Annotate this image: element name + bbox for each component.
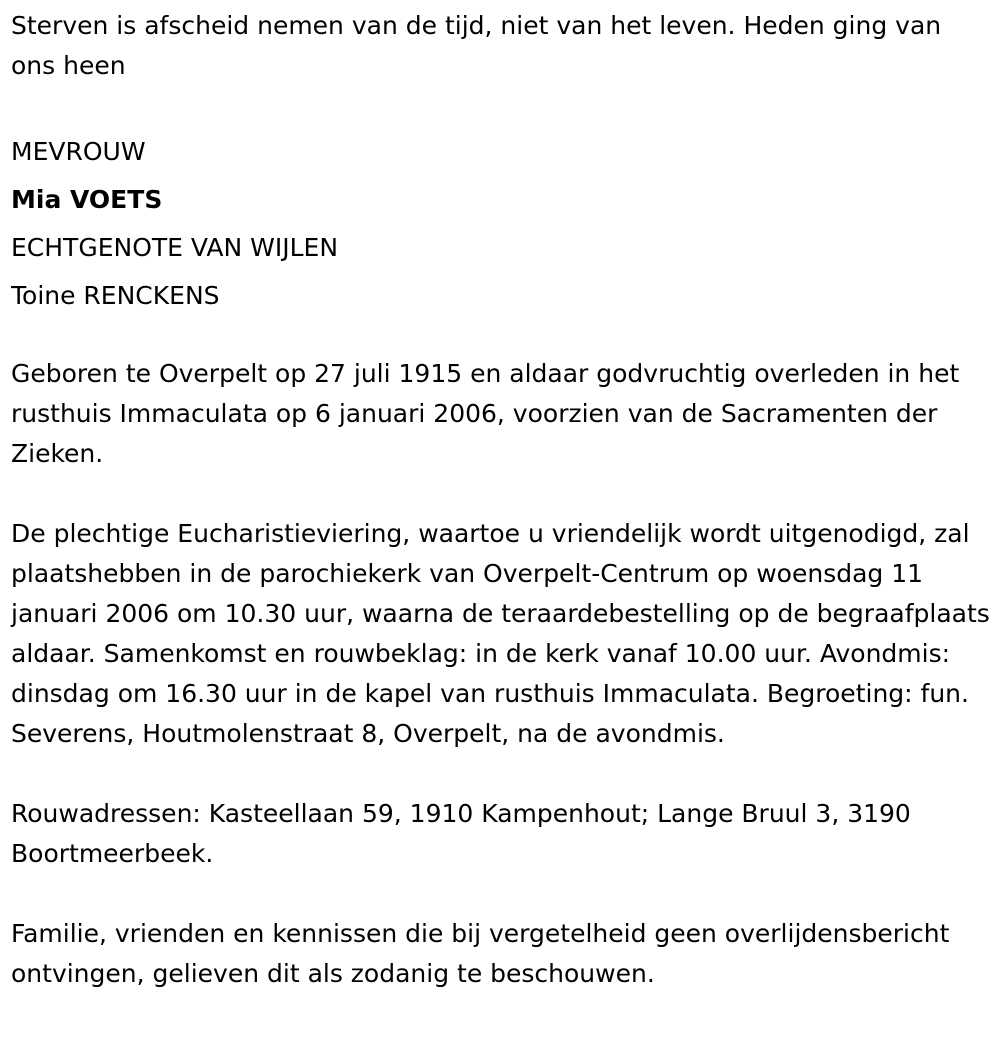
spacer — [11, 874, 992, 914]
relation-label: ECHTGENOTE VAN WIJLEN — [11, 233, 339, 262]
spacer — [11, 754, 992, 794]
birth-death-paragraph: Geboren te Overpelt op 27 juli 1915 en aldaar godvruchtig overleden in het rusthuis Immaculata op 6 januari 2006, voorzien van de Sacramenten der Zieken. — [11, 359, 960, 468]
ceremony-paragraph: De plechtige Eucharistieviering, waartoe u vriendelijk wordt uitgenodigd, zal plaatshebben in de parochiekerk van Overpelt-Centrum op woensdag 11 januari 2006 om 10.30 uur, waarna de teraardebestelling op de begraafplaats aldaar. Samenkomst en rouwbeklag: in de kerk vanaf 10.00 uur. Avondmis: dinsdag om 16.30 uur in de kapel van rusthuis Immaculata. Begroeting: fun. Severens, Houtmolenstraat 8, Overpelt, na de avondmis. — [11, 519, 990, 748]
intro-text: Sterven is afscheid nemen van de tijd, niet van het leven. Heden ging van ons heen — [11, 11, 942, 80]
closing-paragraph: Familie, vrienden en kennissen die bij vergetelheid geen overlijdensbericht ontvingen, gelieven dit als zodanig te beschouwen. — [11, 919, 950, 988]
title-prefix: MEVROUW — [11, 137, 146, 166]
deceased-details — [11, 128, 992, 320]
spouse-name: Toine RENCKENS — [11, 281, 220, 310]
spacer — [11, 86, 992, 126]
deceased-name: Mia VOETS — [11, 185, 163, 214]
addresses-paragraph: Rouwadressen: Kasteellaan 59, 1910 Kampenhout; Lange Bruul 3, 3190 Boortmeerbeek. — [11, 799, 911, 868]
spacer — [11, 474, 992, 514]
spacer — [11, 320, 992, 354]
